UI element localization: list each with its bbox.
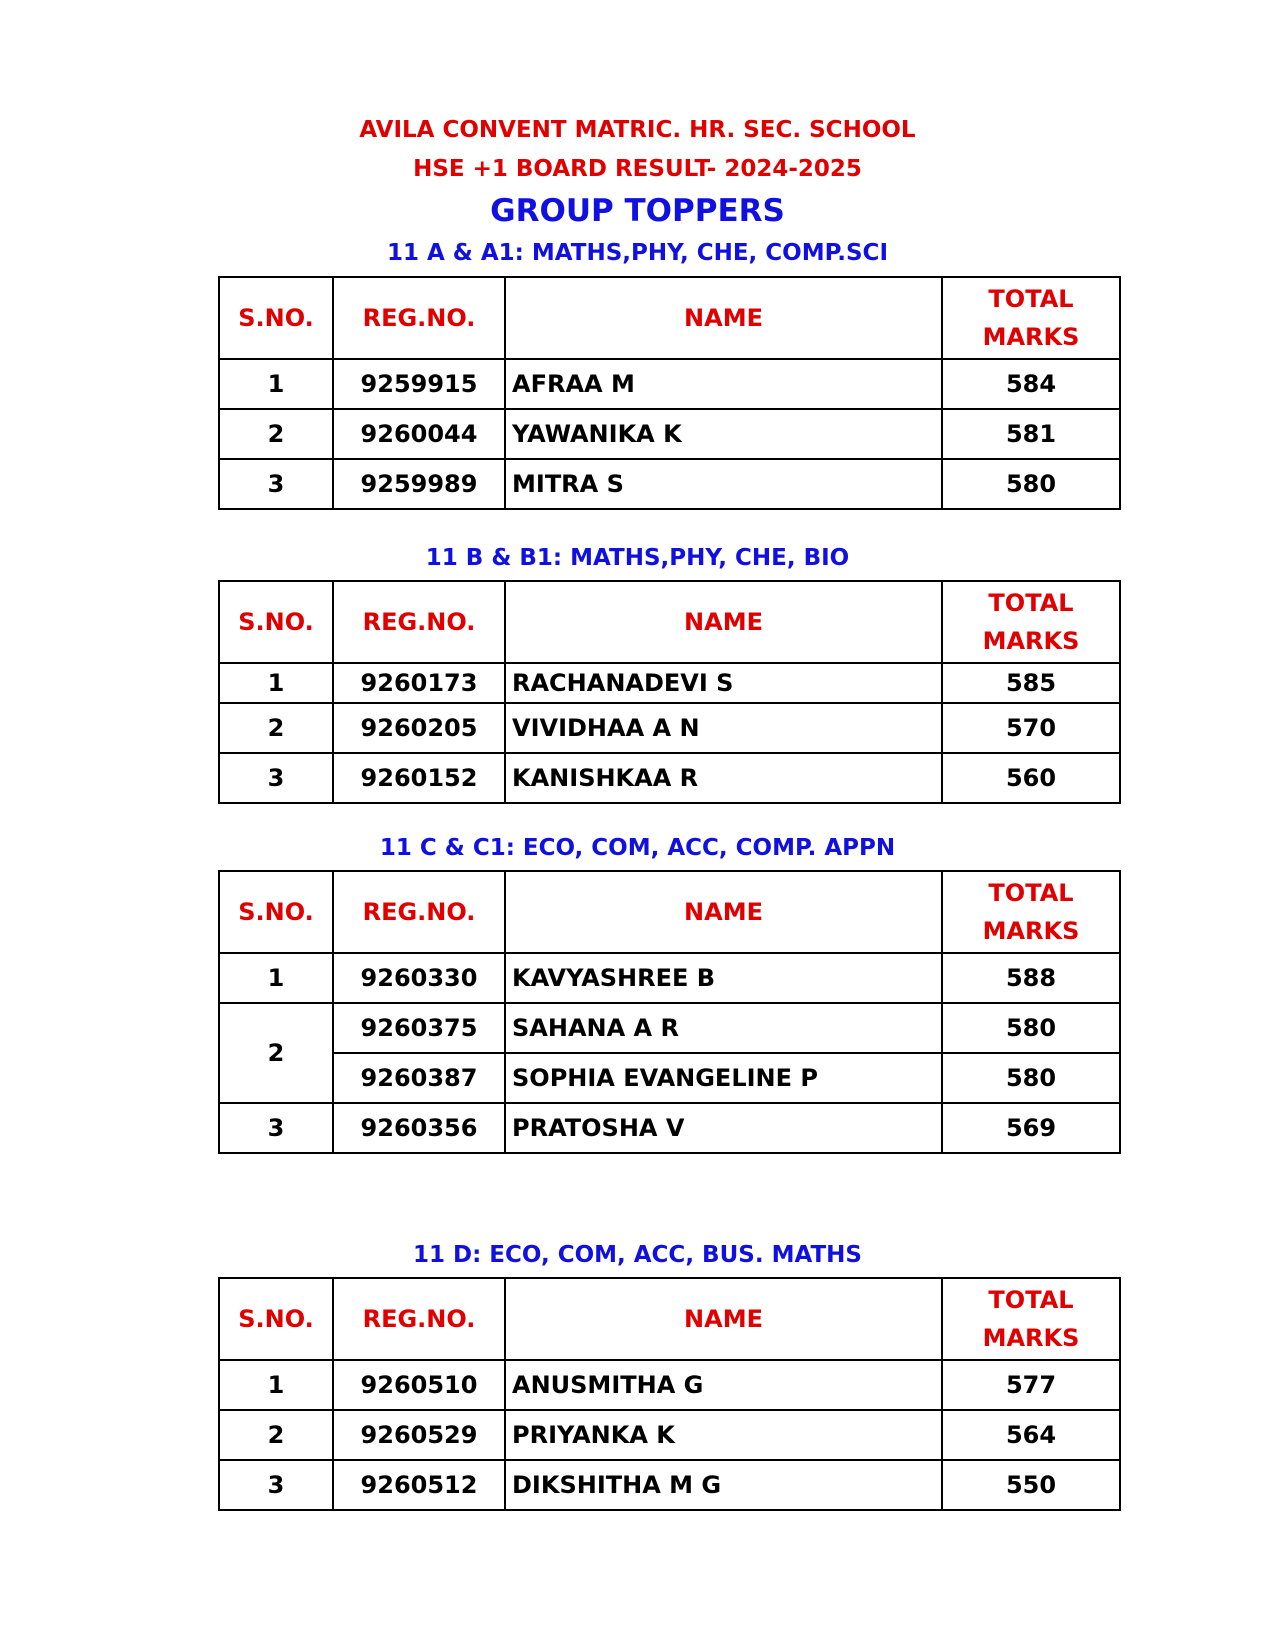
table-header-row [219,581,1120,663]
table-row [219,1460,1120,1510]
total-cell: 570 [942,703,1120,753]
regno-cell: 9260387 [333,1053,505,1103]
regno-cell: 9260330 [333,953,505,1003]
name-cell: RACHANADEVI S [505,663,942,703]
table-row [219,703,1120,753]
total-cell: 580 [942,459,1120,509]
sno-cell: 2 [219,703,333,753]
sno-header: S.NO. [219,277,333,359]
regno-header: REG.NO. [333,871,505,953]
name-cell: YAWANIKA K [505,409,942,459]
table-row [219,1360,1120,1410]
name-header: NAME [505,581,942,663]
table-row [219,1103,1120,1153]
group-title: 11 C & C1: ECO, COM, ACC, COMP. APPN [379,835,896,861]
regno-cell: 9260510 [333,1360,505,1410]
sno-cell: 2 [219,1003,333,1103]
total-header: TOTAL MARKS [942,581,1120,663]
regno-cell: 9260529 [333,1410,505,1460]
regno-cell: 9260173 [333,663,505,703]
regno-cell: 9259915 [333,359,505,409]
table-header-row [219,277,1120,359]
total-header: TOTAL MARKS [942,1278,1120,1360]
sno-cell: 3 [219,1103,333,1153]
sno-header: S.NO. [219,1278,333,1360]
name-header: NAME [505,1278,942,1360]
total-cell: 560 [942,753,1120,803]
name-cell: MITRA S [505,459,942,509]
group-title: 11 A & A1: MATHS,PHY, CHE, COMP.SCI [386,240,888,266]
total-cell: 550 [942,1460,1120,1510]
table-row [219,1410,1120,1460]
sno-header: S.NO. [219,871,333,953]
regno-cell: 9260375 [333,1003,505,1053]
table-row [219,663,1120,703]
total-cell: 580 [942,1053,1120,1103]
total-cell: 581 [942,409,1120,459]
sno-cell: 3 [219,753,333,803]
name-header: NAME [505,277,942,359]
name-cell: VIVIDHAA A N [505,703,942,753]
regno-cell: 9260512 [333,1460,505,1510]
school-name: AVILA CONVENT MATRIC. HR. SEC. SCHOOL [359,117,916,143]
name-cell: PRIYANKA K [505,1410,942,1460]
regno-cell: 9260205 [333,703,505,753]
regno-header: REG.NO. [333,581,505,663]
group-table-c [218,870,1121,1154]
regno-header: REG.NO. [333,277,505,359]
total-cell: 564 [942,1410,1120,1460]
group-table-a [218,276,1121,510]
group-title: 11 D: ECO, COM, ACC, BUS. MATHS [413,1242,862,1268]
table-row [219,1053,1120,1103]
total-cell: 584 [942,359,1120,409]
sno-cell: 3 [219,459,333,509]
page-title: GROUP TOPPERS [490,193,785,229]
sno-cell: 2 [219,1410,333,1460]
total-cell: 588 [942,953,1120,1003]
name-cell: AFRAA M [505,359,942,409]
total-cell: 580 [942,1003,1120,1053]
exam-title: HSE +1 BOARD RESULT- 2024-2025 [413,156,862,182]
table-header-row [219,1278,1120,1360]
regno-cell: 9260044 [333,409,505,459]
table-row [219,753,1120,803]
sno-cell: 1 [219,359,333,409]
name-cell: ANUSMITHA G [505,1360,942,1410]
regno-cell: 9260152 [333,753,505,803]
table-row [219,409,1120,459]
name-cell: PRATOSHA V [505,1103,942,1153]
table-row [219,1003,1120,1053]
sno-cell: 1 [219,1360,333,1410]
sno-header: S.NO. [219,581,333,663]
group-table-d [218,1277,1121,1511]
table-row [219,459,1120,509]
group-table-b [218,580,1121,804]
name-cell: SAHANA A R [505,1003,942,1053]
name-cell: KAVYASHREE B [505,953,942,1003]
total-cell: 569 [942,1103,1120,1153]
sno-cell: 1 [219,953,333,1003]
table-header-row [219,871,1120,953]
sno-cell: 1 [219,663,333,703]
total-cell: 585 [942,663,1120,703]
sno-cell: 3 [219,1460,333,1510]
name-header: NAME [505,871,942,953]
table-row [219,953,1120,1003]
regno-header: REG.NO. [333,1278,505,1360]
total-cell: 577 [942,1360,1120,1410]
regno-cell: 9259989 [333,459,505,509]
total-header: TOTAL MARKS [942,871,1120,953]
total-header: TOTAL MARKS [942,277,1120,359]
table-row [219,359,1120,409]
regno-cell: 9260356 [333,1103,505,1153]
name-cell: DIKSHITHA M G [505,1460,942,1510]
sno-cell: 2 [219,409,333,459]
name-cell: SOPHIA EVANGELINE P [505,1053,942,1103]
group-title: 11 B & B1: MATHS,PHY, CHE, BIO [425,545,850,571]
name-cell: KANISHKAA R [505,753,942,803]
